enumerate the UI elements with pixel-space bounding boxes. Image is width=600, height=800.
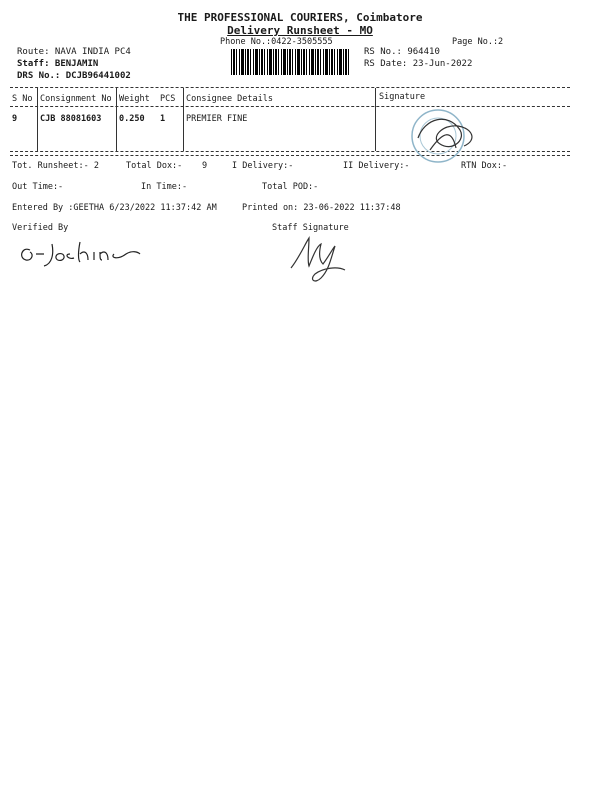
company-name: THE PROFESSIONAL COURIERS, Coimbatore	[177, 11, 423, 24]
row-consignment: CJB 88081603	[40, 114, 102, 124]
rtn-dox: RTN Dox:-	[461, 161, 508, 171]
consignee-stamp	[400, 100, 490, 170]
document-title: Delivery Runsheet - MO	[227, 24, 373, 37]
column-header-consignee: Consignee Details	[186, 94, 273, 104]
rs-number: RS No.: 964410	[364, 47, 440, 57]
tot-runsheet: Tot. Runsheet:- 2	[12, 161, 99, 171]
total-pod: Total POD:-	[262, 182, 319, 192]
i-delivery: I Delivery:-	[232, 161, 294, 171]
col-divider	[375, 88, 376, 151]
drs-number: DRS No.: DCJB96441002	[17, 71, 131, 81]
route: Route: NAVA INDIA PC4	[17, 47, 131, 57]
column-header-pcs: PCS	[160, 94, 176, 104]
barcode	[231, 49, 349, 75]
column-header-signature: Signature	[379, 92, 426, 102]
staff: Staff: BENJAMIN	[17, 59, 99, 69]
ii-delivery: II Delivery:-	[343, 161, 410, 171]
column-header-consignment: Consignment No	[40, 94, 112, 104]
page-number: Page No.:2	[452, 37, 504, 47]
staff-signature-label: Staff Signature	[272, 223, 349, 233]
col-divider	[116, 88, 117, 151]
phone-number: Phone No.:0422-3505555	[220, 37, 333, 47]
entered-by: Entered By :GEETHA 6/23/2022 11:37:42 AM	[12, 203, 217, 213]
verified-by-signature	[14, 236, 144, 270]
printed-on: Printed on: 23-06-2022 11:37:48	[242, 203, 401, 213]
col-divider	[37, 88, 38, 151]
row-weight: 0.250	[119, 114, 145, 124]
column-header-weight: Weight	[119, 94, 150, 104]
row-consignee: PREMIER FINE	[186, 114, 248, 124]
rs-date: RS Date: 23-Jun-2022	[364, 59, 473, 69]
staff-signature	[285, 230, 355, 285]
col-divider	[183, 88, 184, 151]
out-time: Out Time:-	[12, 182, 64, 192]
row-pcs: 1	[160, 114, 166, 124]
column-header-sno: S No	[12, 94, 33, 104]
verified-by-label: Verified By	[12, 223, 69, 233]
total-dox-value: 9	[202, 161, 208, 171]
table-top-rule	[10, 87, 570, 88]
total-dox: Total Dox:-	[126, 161, 183, 171]
in-time: In Time:-	[141, 182, 188, 192]
row-sno: 9	[12, 114, 18, 124]
